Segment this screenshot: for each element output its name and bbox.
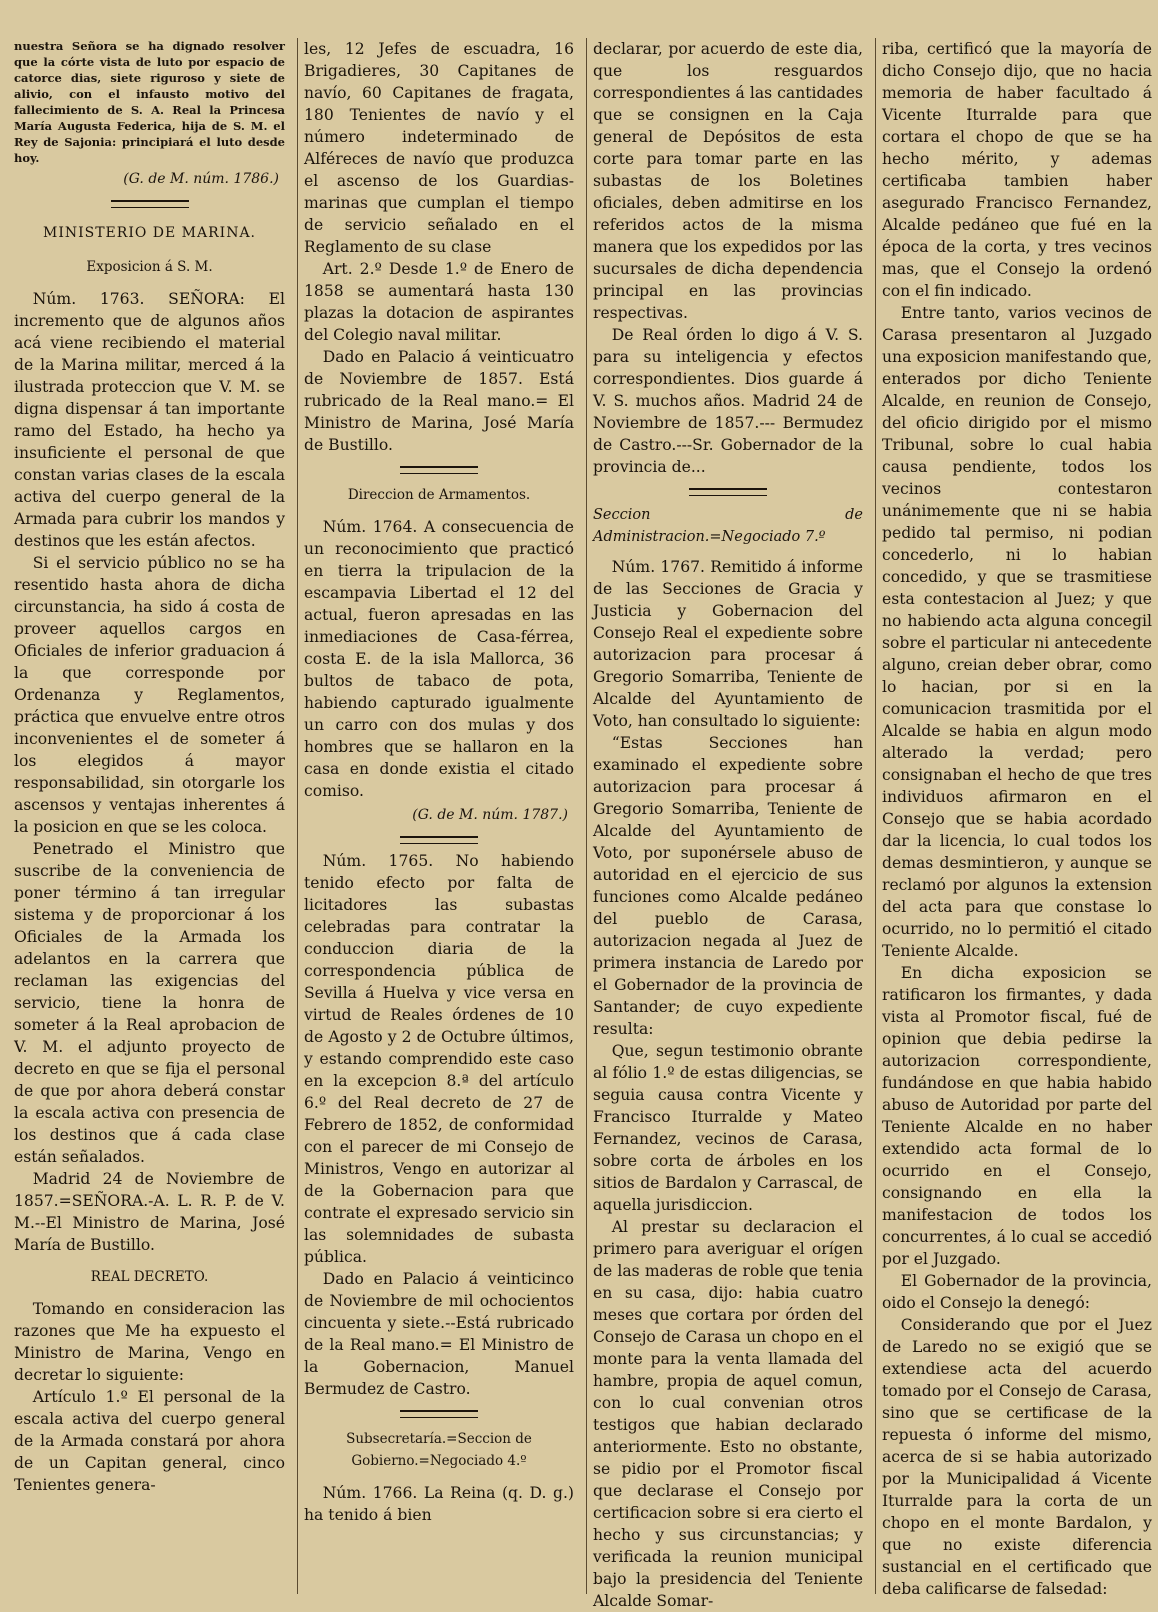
paragraph: Núm. 1763. SEÑORA: El incremento que de algunos años acá viene recibiendo el material de la Marina militar, merced á la ilustrada proteccion que V. M. se digna dispensar á tan importante ramo del Estado, ha hecho ya insuficiente el personal de que constan varias clases de la escala activa del cuerpo general de la Armada para cubrir los mandos y destinos que les están afectos. bbox=[14, 290, 285, 550]
paragraph: Que, segun testimonio obrante al fólio 1.º de estas diligencias, se seguia causa contra Vicente y Francisco Iturralde y Mateo Fernandez, vecinos de Carasa, sobre corta de árboles en los sitios de Bardalon y Carrascal, de aquella jurisdiccion. bbox=[593, 1042, 863, 1214]
signature-paragraph: Madrid 24 de Noviembre de 1857.=SEÑORA.-A. L. R. P. de V. M.--El Ministro de Marina, José María de Bustillo. bbox=[14, 1170, 285, 1254]
column-4 bbox=[875, 38, 1158, 1598]
citation: (G. de M. núm. 1786.) bbox=[123, 171, 279, 187]
paragraph: Al prestar su declaracion el primero para averiguar el orígen de las maderas de roble que tenia en su casa, dijo: habia cuatro meses que cortara por órden del Consejo de Carasa un chopo en el monte para la venta llamada del hambre, propia de aquel comun, con lo cual convenian otros testigos que habian declarado anteriormente. Esto no obstante, se pidio por el Promotor fiscal que declarase el Consejo por certificacion sobre si era cierto el hecho y sus circunstancias; y verificada la reunion municipal bajo la presidencia del Teniente Alcalde Somar- bbox=[593, 1218, 863, 1610]
paragraph: “Estas Secciones han examinado el expediente sobre autorizacion para procesar á Gregorio Somarriba, Teniente de Alcalde del Ayuntamiento de Voto, por suponérsele abuso de autoridad en el ejercicio de sus funciones como Alcalde pedáneo del pueblo de Carasa, autorizacion negada al Juez de primera instancia de Laredo por el Gobernador de la provincia de Santander; de cuyo expediente resulta: bbox=[593, 734, 863, 1038]
paragraph: Si el servicio público no se ha resentido hasta ahora de dicha circunstancia, ha sido á costa de proveer aquellos cargos en Oficiales de inferior graduacion á la que corresponde por Ordenanza y Reglamentos, práctica que envuelve entre otros inconvenientes el de someter á los elegidos á mayor responsabilidad, sin otorgarle los ascensos y ventajas inherentes á la posicion en que se les coloca. bbox=[14, 554, 285, 836]
paragraph: De Real órden lo digo á V. S. para su inteligencia y efectos correspondientes. Dios guarde á V. S. muchos años. Madrid 24 de Noviembre de 1857.--- Bermudez de Castro.---Sr. Gobernador de la provincia de... bbox=[593, 326, 863, 476]
paragraph: El Gobernador de la provincia, oido el Consejo la denegó: bbox=[882, 1272, 1152, 1312]
paragraph: Núm. 1767. Remitido á informe de las Secciones de Gracia y Justicia y Gobernacion del Consejo Real el expediente sobre autorizacion para procesar á Gregorio Somarriba, Teniente de Alcalde del Ayuntamiento de Voto, han consultado lo siguiente: bbox=[593, 558, 863, 730]
subheading-direction: Direccion de Armamentos. bbox=[347, 487, 531, 503]
paragraph: Núm. 1764. A consecuencia de un reconocimiento que practicó en tierra la tripulacion de la escampavia Libertad el 12 del actual, fueron apresadas en las inmediaciones de Casa-férrea, costa E. de la isla Mallorca, 36 bultos de tabaco de pota, habiendo capturado igualmente un carro con dos mulas y dos hombres que se hallaron en la casa en donde existia el citado comiso. bbox=[304, 518, 574, 800]
subheading-decree: REAL DECRETO. bbox=[90, 1269, 209, 1285]
separator-rule bbox=[304, 836, 574, 844]
paragraph: Artículo 1.º El personal de la escala activa del cuerpo general de la Armada constará por ahora de un Capitan general, cinco Tenientes genera- bbox=[14, 1388, 285, 1494]
paragraph: Entre tanto, varios vecinos de Carasa presentaron al Juzgado una exposicion manifestando que, enterados por dicho Teniente Alcalde, en reunion de Consejo, del oficio dirigido por el mismo Tribunal, sobre lo cual habia causa pendiente, todos los vecinos contestaron unánimemente que ni se habia pedido tal permiso, ni podian concederlo, ni lo habian concedido, y que se trasmitiese esta contestacion al Juez; y que no habiendo acta alguna concegil sobre el particular ni antecedente alguno, creian deber obrar, como lo hacian, por si en la comunicacion trasmitida por el Alcalde se habia en algun modo alterado la verdad; pero consignaban el hecho de que tres individuos afirmaron en el Consejo que se habia acordado dar la licencia, lo cual todos los demas desmintieron, y aunque se reclamó por algunos la extension del acta para que constase lo ocurrido, no lo permitió el citado Teniente Alcalde. bbox=[882, 304, 1152, 960]
paragraph: Dado en Palacio á veinticinco de Noviembre de mil ochocientos cincuenta y siete.--Está rubricado de la Real mano.= El Ministro de la Gobernacion, Manuel Bermudez de Castro. bbox=[304, 1270, 574, 1398]
paragraph: Dado en Palacio á veinticuatro de Noviembre de 1857. Está rubricado de la Real mano.= El Ministro de Marina, José María de Bustillo. bbox=[304, 348, 574, 454]
paragraph: Núm. 1766. La Reina (q. D. g.) ha tenido á bien bbox=[304, 1484, 574, 1524]
paragraph: En dicha exposicion se ratificaron los firmantes, y dada vista al Promotor fiscal, fué de opinion que debia pedirse la autorizacion correspondiente, fundándose en que habia habido abuso de Autoridad por parte del Teniente Alcalde en no haber extendido acta formal de lo ocurrido en el Consejo, consignando en ella la manifestacion de todos los concurrentes, á lo cual se accedió por el Juzgado. bbox=[882, 964, 1152, 1268]
subheading-administration: Seccion de Administracion.=Negociado 7.º bbox=[593, 507, 863, 545]
paragraph: Penetrado el Ministro que suscribe de la conveniencia de poner término á tan irregular sistema y de proporcionar á los Oficiales de la Armada los adelantos en la carrera que reclaman las exigencias del servicio, tiene la honra de someter á la Real aprobacion de V. M. el adjunto proyecto de decreto en que se fija el personal de que por ahora deberá constar la escala activa con presencia de los destinos que á cada clase están señalados. bbox=[14, 840, 285, 1166]
mourning-notice: nuestra Señora se ha dignado resolver que la córte vista de luto por espacio de catorce dias, siete riguroso y siete de alivio, con el infausto motivo del fallecimiento de S. A. Real la Princesa María Augusta Federica, hija de S. M. el Rey de Sajonia: principiará el luto desde hoy. bbox=[14, 39, 285, 165]
column-2 bbox=[297, 38, 580, 1594]
separator-rule bbox=[593, 488, 863, 496]
section-heading-ministry: MINISTERIO DE MARINA. bbox=[42, 225, 256, 241]
column-1 bbox=[8, 38, 291, 1594]
subheading-subsecretary: Subsecretaría.=Seccion de Gobierno.=Negociado 4.º bbox=[346, 1431, 532, 1469]
paragraph: Art. 2.º Desde 1.º de Enero de 1858 se aumentará hasta 130 plazas la dotacion de aspirantes del Colegio naval militar. bbox=[304, 260, 574, 344]
paragraph: les, 12 Jefes de escuadra, 16 Brigadieres, 30 Capitanes de navío, 60 Capitanes de fragata, 180 Tenientes de navío y el número indeterminado de Alféreces de navío que produzca el ascenso de los Guardias-marinas que cumplan el tiempo de servicio señalado en el Reglamento de su clase bbox=[304, 40, 574, 256]
subheading-exposition: Exposicion á S. M. bbox=[86, 259, 213, 275]
separator-rule bbox=[304, 1410, 574, 1418]
separator-rule bbox=[304, 466, 574, 474]
column-3 bbox=[586, 38, 869, 1610]
citation: (G. de M. núm. 1787.) bbox=[412, 807, 568, 823]
paragraph: Considerando que por el Juez de Laredo no se exigió que se extendiese acta del acuerdo tomado por el Consejo de Carasa, sino que se certificase de la repuesta ó informe del mismo, acerca de si se habia autorizado por la Municipalidad á Vicente Iturralde para la corta de un chopo en el monte Bardalon, y que no existe diferencia sustancial en el certificado que deba calificarse de falsedad: bbox=[882, 1316, 1152, 1598]
paragraph: Tomando en consideracion las razones que Me ha expuesto el Ministro de Marina, Vengo en decretar lo siguiente: bbox=[14, 1300, 285, 1384]
paragraph: declarar, por acuerdo de este dia, que los resguardos correspondientes á las cantidades que se consignen en la Caja general de Depósitos de esta corte para tomar parte en las subastas de los Boletines oficiales, deben admitirse en los referidos actos de la misma manera que los expedidos por las sucursales de dicha dependencia principal en las provincias respectivas. bbox=[593, 40, 863, 322]
paragraph: riba, certificó que la mayoría de dicho Consejo dijo, que no hacia memoria de haber facultado á Vicente Iturralde para que cortara el chopo de que se ha hecho mérito, y ademas certificaba tambien haber asegurado Francisco Fernandez, Alcalde pedáneo que fué en la época de la corta, y tres vecinos mas, que el Consejo la ordenó con el fin indicado. bbox=[882, 40, 1152, 300]
separator-rule bbox=[14, 200, 285, 208]
paragraph: Núm. 1765. No habiendo tenido efecto por falta de licitadores las subastas celebradas para contratar la conduccion diaria de la correspondencia pública de Sevilla á Huelva y vice versa en virtud de Reales órdenes de 10 de Agosto y 2 de Octubre últimos, y estando comprendido este caso en la excepcion 8.ª del artículo 6.º del Real decreto de 27 de Febrero de 1852, de conformidad con el parecer de mi Consejo de Ministros, Vengo en autorizar al de la Gobernacion para que contrate el expresado servicio sin las solemnidades de subasta pública. bbox=[304, 852, 574, 1266]
